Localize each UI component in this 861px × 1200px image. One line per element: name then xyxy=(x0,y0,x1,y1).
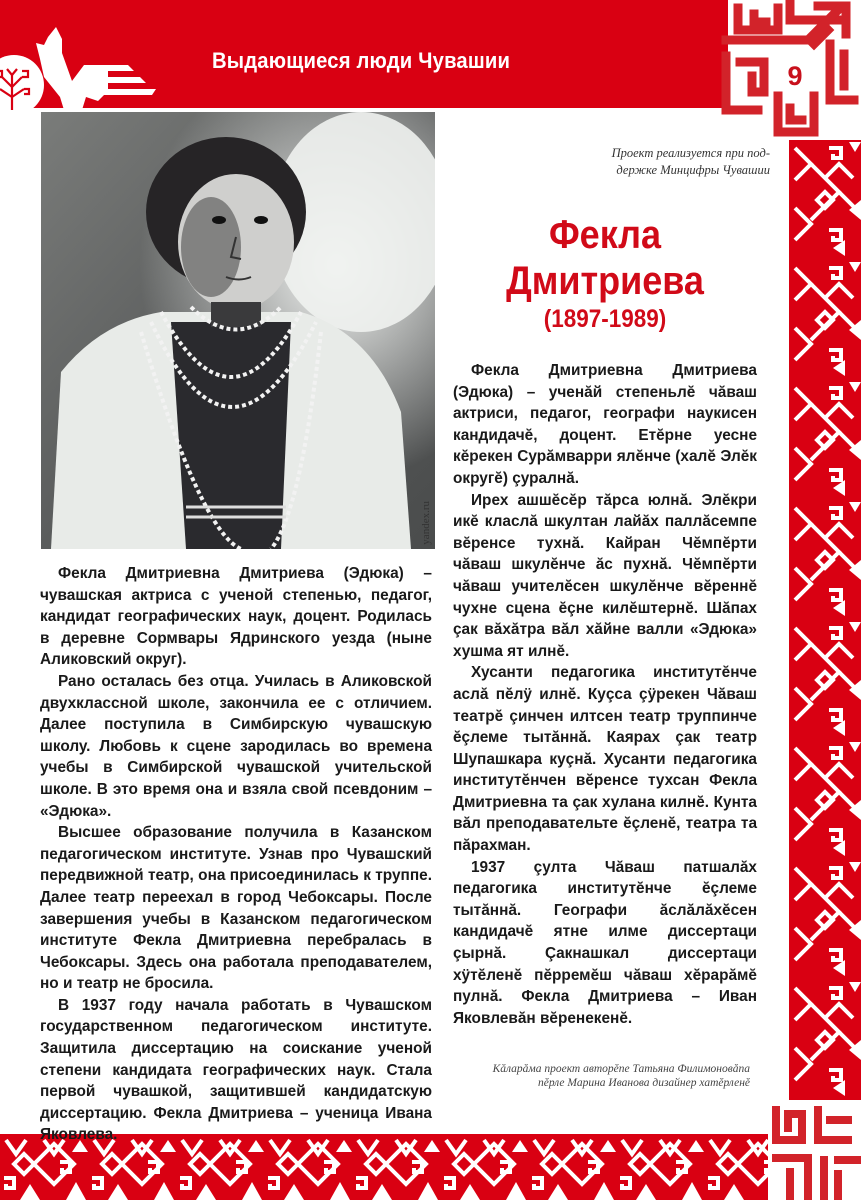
support-note-line-1: Проект реализуется при под- xyxy=(611,146,770,160)
person-last-name: Дмитриева xyxy=(506,259,704,303)
russian-paragraph: Высшее образование получила в Казанском педагогическом институте. Узнав про Чувашский передвижной театр, она присоединилась к труппе. Далее театр переехал в город Чебоксары. После завершения учебы в Казанском педагогическом институте Фекла Дмитриевна перебралась в Чебоксары. Здесь она работала преподавателем, но и театр не бросила. xyxy=(40,824,432,993)
support-note xyxy=(520,145,770,179)
header-title: Выдающиеся люди Чувашии xyxy=(212,48,511,73)
russian-paragraph: Рано осталась без отца. Училась в Аликовской двухклассной школе, закончила ее с отличием. Далее поступила в Симбирскую чувашскую школу. Любовь к сцене зародилась во времена учебы в Симбирской чувашской учительской школе. В это время она и взяла свой псевдоним – «Эдюка». xyxy=(40,672,432,820)
chuvash-paragraph: 1937 çулта Чăваш патшалăх педагогика институтĕнче ĕçлеме тытăннă. Географи ăслăлăхĕсен кандидачĕ ятне илме диссертаци çырнă. Çакнашкал диссертаци хÿтĕленĕ пĕрремĕш чăваш хĕрарăмĕ пулнă. Фекла Дмитриева – Иван Яковлевăн вĕренекенĕ. xyxy=(453,858,757,1027)
person-years: (1897-1989) xyxy=(543,305,667,333)
support-note-line-2: держке Минцифры Чувашии xyxy=(616,163,770,177)
chuvash-paragraph: Ирех ашшĕсĕр тăрса юлнă. Элĕкри икĕ класлă шкултан лайăх паллăсемпе вĕренсе тухнă. Кайран Чĕмпĕрти чăваш шкулĕнче ăс пухнă. Чĕмпĕрти чăваш учителĕсен шкулĕнче вĕреннĕ чухне сцена ĕçне килĕштернĕ. Шăпах çак вăхăтра вăл хăйне валли «Эдюка» хушма ят илнĕ. xyxy=(453,491,757,660)
side-ornament-band xyxy=(789,140,861,1115)
russian-paragraph: Фекла Дмитриевна Дмитриева (Эдюка) – чувашская актриса с ученой степенью, педагог, кандидат географических наук, доцент. Родилась в деревне Сормвары Ядринского уезда (ныне Аликовский округ). xyxy=(40,565,432,669)
chuvash-text-column xyxy=(453,360,757,1029)
russian-text-column xyxy=(40,563,432,1146)
portrait-photo xyxy=(41,112,435,549)
chuvash-paragraph: Фекла Дмитриевна Дмитриева (Эдюка) – ученăй степеньлĕ чăваш актриси, педагог, географи наукисен кандидачĕ, доцент. Етĕрне уесне кĕрекен Сурăмварри ялĕнче (халĕ Элĕк округĕ) çуралнă. xyxy=(453,362,757,487)
meander-ornament-bottom-icon xyxy=(768,1100,861,1200)
credit-note xyxy=(470,1062,750,1090)
chuvash-paragraph: Хусанти педагогика институтĕнче аслă пĕлÿ илнĕ. Куçса çÿрекен Чăваш театрĕ çинчен илтсен театр труппинче ĕçлеме тытăннă. Каярах çак театр Шупашкара куçнă. Хусанти педагогика институтĕнчен вĕренсе тухсан Фекла Дмитриевна та çак хулана килнĕ. Кунта вăл преподавательте ĕçленĕ, театра та пăрахман. xyxy=(453,664,757,855)
russian-paragraph: В 1937 году начала работать в Чувашском государственном педагогическом институте. Защитила диссертацию на соискание ученой степени кандидата географических наук. Стала первой чувашкой, защитившей кандидатскую диссертацию. Фекла Дмитриева – ученица Ивана Яковлева. xyxy=(40,996,432,1144)
photo-credit: yandex.ru xyxy=(420,501,432,545)
person-name-heading xyxy=(468,212,742,304)
portrait-image xyxy=(41,112,435,549)
credit-note-line-1: Кăларăма проект авторĕпе Татьяна Филимоновăпа xyxy=(492,1063,750,1075)
person-first-name: Фекла xyxy=(548,213,662,257)
credit-note-line-2: пĕрле Марина Иванова дизайнер хатĕрленĕ xyxy=(537,1077,750,1089)
rooster-logo-icon xyxy=(0,15,170,110)
page-number-badge: 9 xyxy=(776,57,814,95)
side-ornament-pattern-icon xyxy=(789,140,861,1115)
